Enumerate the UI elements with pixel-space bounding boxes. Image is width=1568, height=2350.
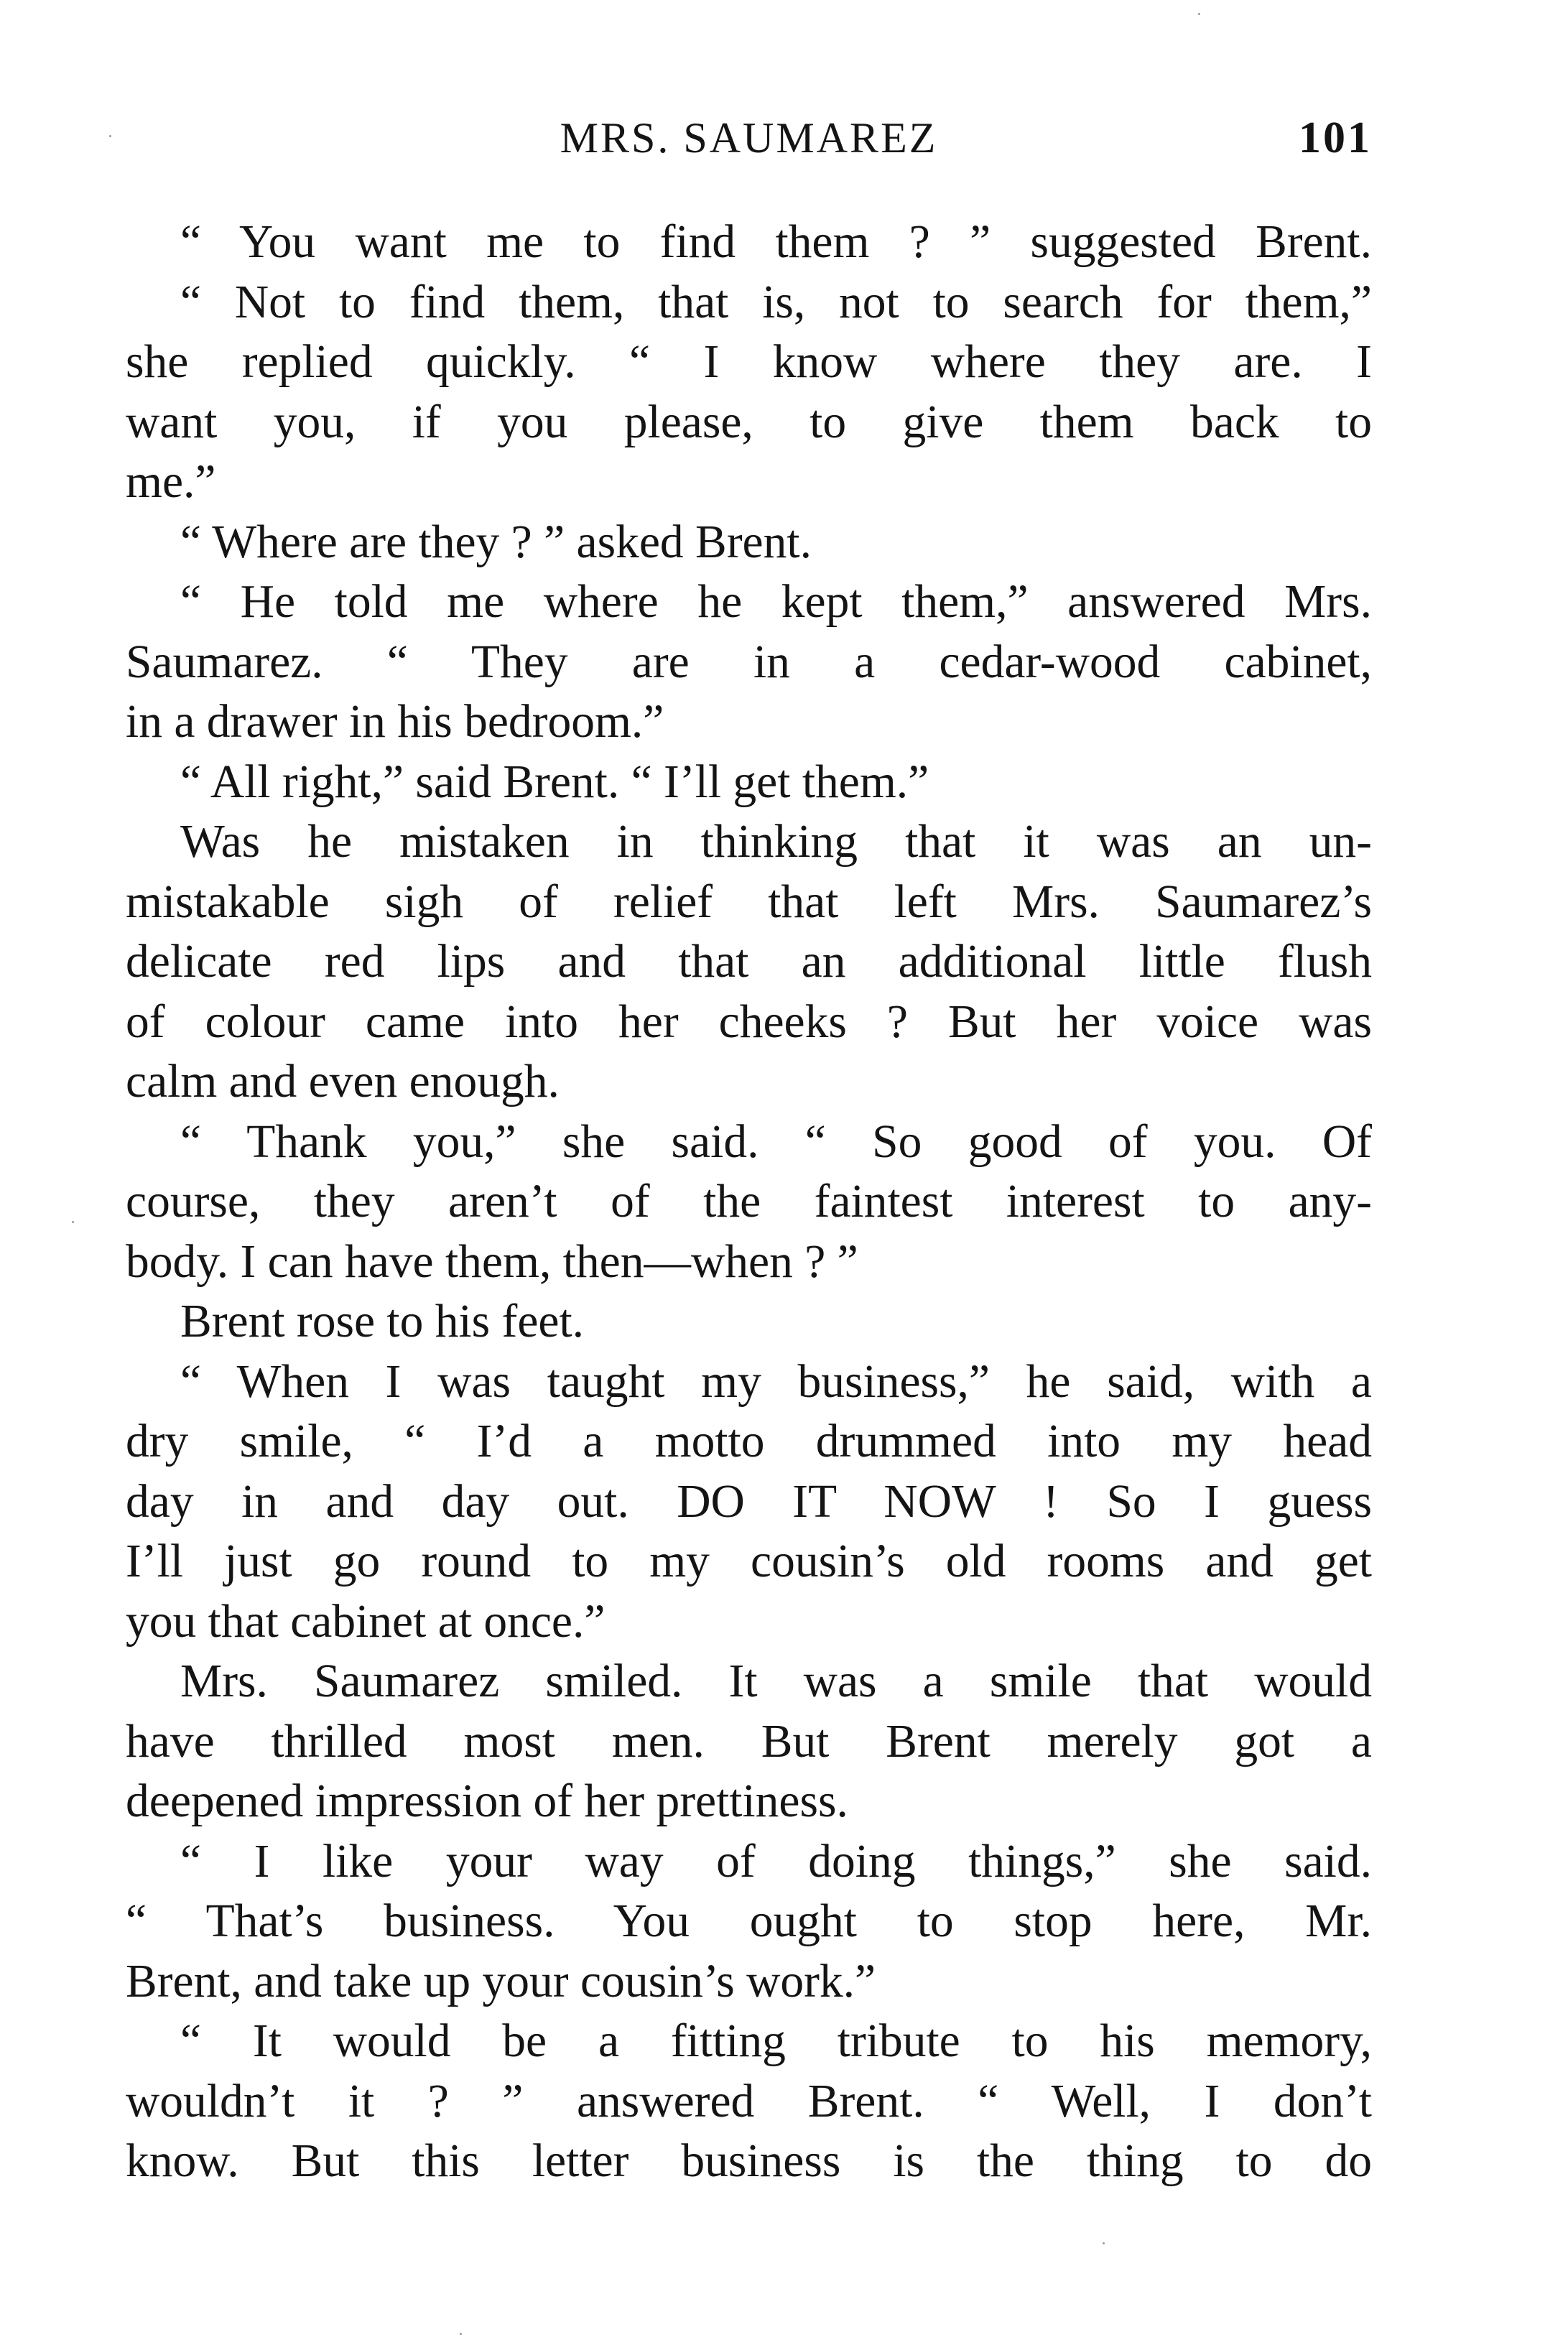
running-title: MRS. SAUMAREZ (560, 114, 938, 162)
text-line: “ All right,” said Brent. “ I’ll get them.” (180, 756, 929, 808)
text-line: “ Thank you,” she said. “ So good of you. Of (180, 1115, 1372, 1168)
text-line: of colour came into her cheeks ? But her voice was (126, 995, 1372, 1048)
paper-speck (1198, 13, 1200, 15)
text-line: course, they aren’t of the faintest interest to any- (126, 1176, 1372, 1227)
paper-speck (460, 2333, 462, 2335)
body-text (126, 213, 1372, 2192)
text-line: Brent rose to his feet. (180, 1296, 585, 1347)
text-line: in a drawer in his bedroom.” (126, 696, 664, 748)
text-line: “ When I was taught my business,” he said, with a (180, 1355, 1372, 1408)
text-line: know. But this letter business is the thing to do (126, 2135, 1372, 2187)
text-line: Was he mistaken in thinking that it was an un- (180, 816, 1372, 868)
text-line: body. I can have them, then—when ? ” (126, 1235, 858, 1288)
text-line: delicate red lips and that an additional little flush (126, 936, 1372, 988)
text-line: want you, if you please, to give them back to (126, 396, 1372, 448)
text-line: mistakable sigh of relief that left Mrs. Saumarez’s (126, 876, 1372, 928)
text-line: Mrs. Saumarez smiled. It was a smile that would (180, 1655, 1372, 1707)
text-line: day in and day out. DO IT NOW ! So I guess (126, 1475, 1372, 1528)
text-line: “ Not to find them, that is, not to search for them,” (180, 276, 1372, 328)
text-line: deepened impression of her prettiness. (126, 1775, 848, 1827)
text-line: Brent, and take up your cousin’s work.” (126, 1955, 876, 2007)
text-line: “ It would be a fitting tribute to his memory, (180, 2015, 1372, 2067)
text-line: Saumarez. “ They are in a cedar-wood cabinet, (126, 636, 1372, 688)
text-line: “ Where are they ? ” asked Brent. (180, 516, 812, 568)
page-header (126, 109, 1372, 167)
page-number: 101 (1299, 113, 1372, 162)
text-line: you that cabinet at once.” (126, 1595, 606, 1648)
text-line: “ You want me to find them ? ” suggested Brent. (180, 216, 1372, 268)
text-line: “ I like your way of doing things,” she said. (180, 1835, 1372, 1887)
text-line: me.” (126, 456, 216, 508)
text-line: “ He told me where he kept them,” answered Mrs. (180, 576, 1372, 628)
text-line: “ That’s business. You ought to stop here, Mr. (126, 1895, 1372, 1947)
paper-speck (1103, 2242, 1105, 2244)
text-line: wouldn’t it ? ” answered Brent. “ Well, I don’t (126, 2075, 1372, 2127)
text-line: I’ll just go round to my cousin’s old rooms and get (126, 1536, 1372, 1587)
text-line: have thrilled most men. But Brent merely got a (126, 1715, 1372, 1768)
paper-speck (109, 135, 111, 137)
text-line: dry smile, “ I’d a motto drummed into my head (126, 1416, 1372, 1467)
paper-speck (72, 1221, 74, 1223)
text-line: she replied quickly. “ I know where they are. I (126, 336, 1372, 388)
text-line: calm and even enough. (126, 1056, 560, 1107)
